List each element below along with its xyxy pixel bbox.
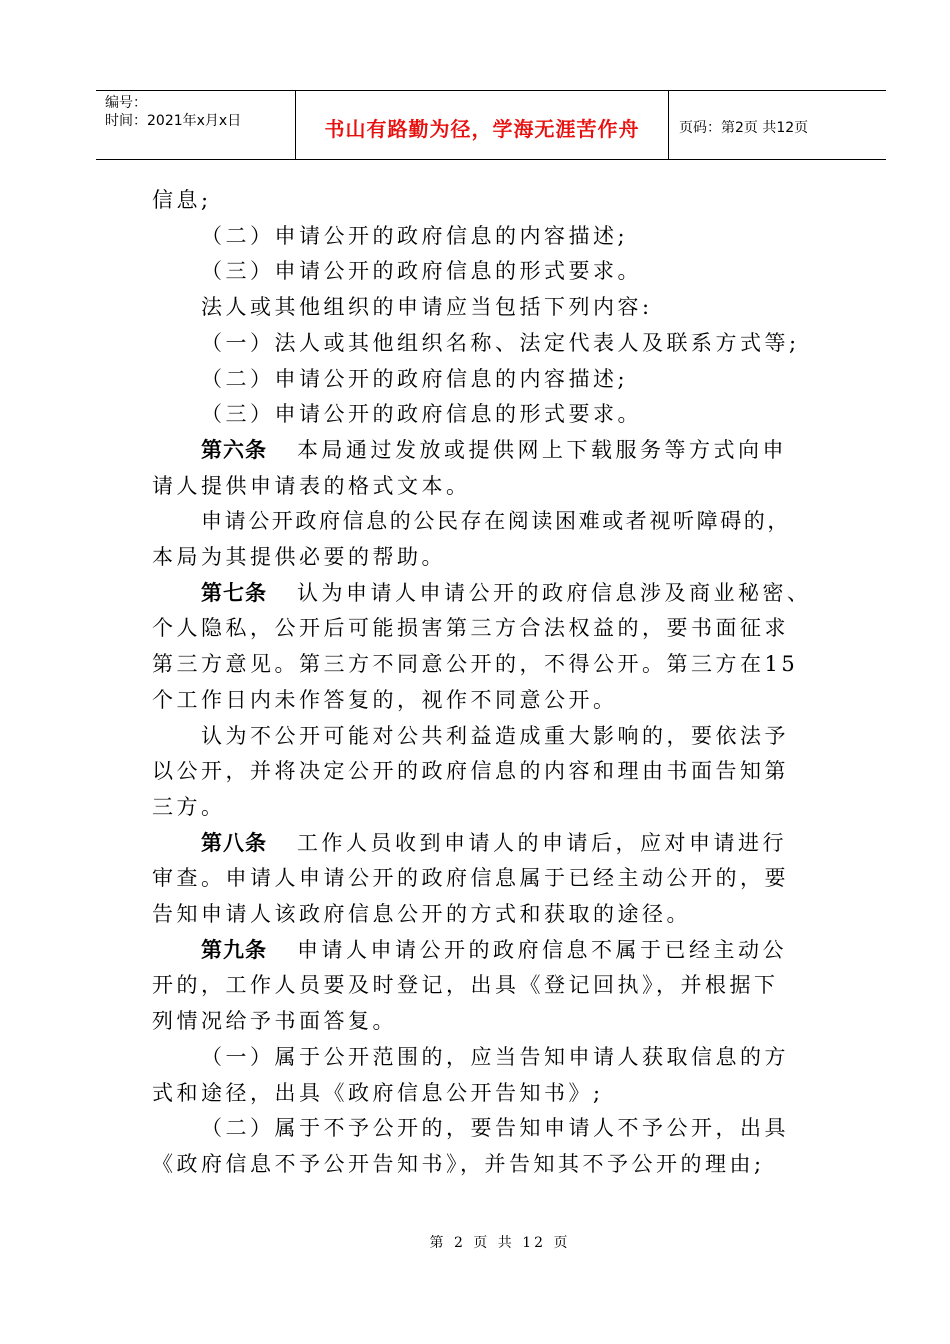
header-motto: 书山有路勤为径，学海无涯苦作舟	[296, 91, 669, 159]
text-line: 工作人员收到申请人的申请后，应对申请进行	[297, 830, 787, 855]
article-6-title: 第六条	[201, 437, 267, 462]
header-page-number: 页码：第2页 共12页	[679, 120, 809, 136]
text-line: 认为申请人申请公开的政府信息涉及商业秘密、	[297, 580, 812, 605]
text-line: 告知申请人该政府信息公开的方式和获取的途径。	[152, 902, 691, 927]
text-line: 法人或其他组织的申请应当包括下列内容:	[201, 295, 653, 320]
text-line: 认为不公开可能对公共利益造成重大影响的，要依法予	[201, 723, 789, 748]
text-line: （三）申请公开的政府信息的形式要求。	[201, 259, 642, 284]
article-8-first-line	[152, 826, 842, 862]
text-line: 信息;	[152, 188, 212, 212]
text-line: 申请公开政府信息的公民存在阅读困难或者视听障碍的，	[201, 509, 791, 534]
page-header	[96, 90, 886, 160]
text-line: （二）申请公开的政府信息的内容描述;	[201, 223, 629, 248]
text-line: 个工作日内未作答复的，视作不同意公开。	[152, 687, 618, 712]
text-line: 三方。	[152, 794, 226, 819]
document-time-label: 时间：2021年x月x日	[105, 113, 242, 129]
document-number-label: 编号：	[105, 95, 147, 111]
text-line: 请人提供申请表的格式文本。	[152, 473, 471, 498]
text-line: 申请人申请公开的政府信息不属于已经主动公	[297, 937, 787, 962]
article-9-title: 第九条	[201, 937, 267, 962]
text-line: 本局通过发放或提供网上下载服务等方式向申	[297, 437, 787, 462]
article-8-title: 第八条	[201, 830, 267, 855]
text-line: 本局为其提供必要的帮助。	[152, 545, 446, 570]
text-line: （二）申请公开的政府信息的内容描述;	[201, 366, 629, 391]
text-line: （一）属于公开范围的，应当告知申请人获取信息的方	[201, 1044, 789, 1069]
text-line: 开的，工作人员要及时登记，出具《登记回执》，并根据下	[152, 973, 779, 998]
text-line: 第三方意见。第三方不同意公开的，不得公开。第三方在15	[152, 652, 799, 677]
article-7-first-line	[152, 576, 842, 612]
article-7-title: 第七条	[201, 580, 267, 605]
text-line: 式和途径，出具《政府信息公开告知书》;	[152, 1080, 604, 1105]
text-line: （二）属于不予公开的，要告知申请人不予公开，出具	[201, 1116, 789, 1141]
text-line: 审查。申请人申请公开的政府信息属于已经主动公开的，要	[152, 866, 789, 891]
article-6-first-line	[152, 433, 842, 469]
text-line: （三）申请公开的政府信息的形式要求。	[201, 402, 642, 427]
article-9-first-line	[152, 933, 842, 969]
text-line: （一）法人或其他组织名称、法定代表人及联系方式等;	[201, 330, 800, 355]
text-line: 《政府信息不予公开告知书》，并告知其不予公开的理由;	[152, 1151, 765, 1176]
text-line: 列情况给予书面答复。	[152, 1009, 397, 1034]
text-line: 以公开，并将决定公开的政府信息的内容和理由书面告知第	[152, 759, 789, 784]
page-footer: 第 2 页 共 12 页	[429, 1235, 571, 1251]
document-body	[152, 183, 842, 1183]
text-line: 个人隐私，公开后可能损害第三方合法权益的，要书面征求	[152, 616, 789, 641]
header-meta	[96, 91, 296, 159]
